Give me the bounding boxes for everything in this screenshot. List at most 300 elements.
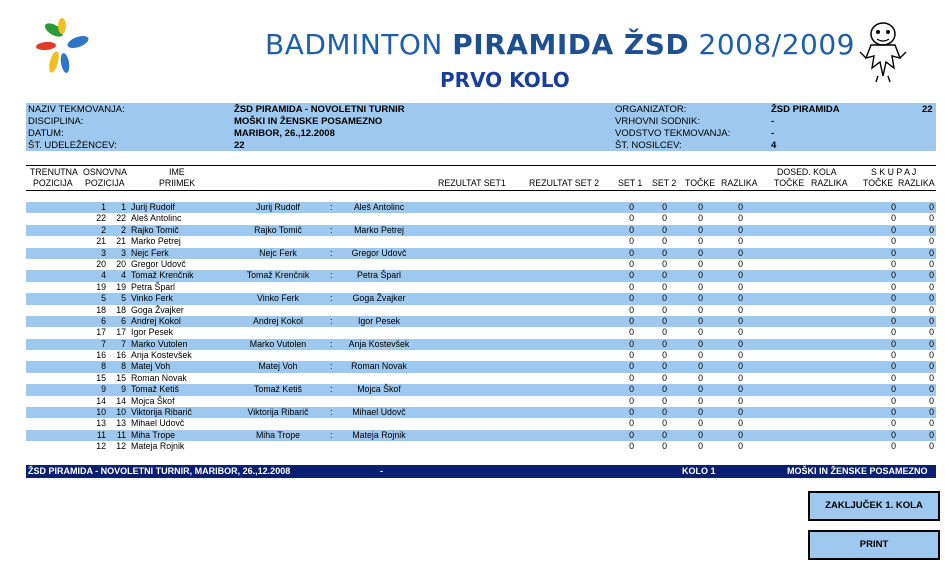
datum-label: DATUM:	[28, 128, 64, 139]
cell-p1: Tomaž Ketiš	[254, 384, 302, 395]
cell-sr: 0	[929, 270, 934, 281]
nosilci-label: ŠT. NOSILCEV:	[615, 140, 682, 151]
cell-s1: 0	[629, 236, 634, 247]
cell-s1: 0	[629, 338, 634, 349]
cell-st: 0	[891, 304, 896, 315]
cell-p1: Jurij Rudolf	[255, 202, 300, 212]
cell-st: 0	[891, 293, 896, 304]
table-row	[26, 236, 936, 247]
cell-st: 0	[891, 350, 896, 361]
cell-p1: Matej Voh	[258, 361, 298, 372]
title-part3: 2008/2009	[698, 28, 855, 61]
cell-r: 0	[738, 384, 743, 395]
cell-sr: 0	[929, 281, 934, 292]
col-stocke: TOČKE	[863, 178, 894, 188]
vodstvo-label: VODSTVO TEKMOVANJA:	[615, 128, 731, 139]
cell-p2: Igor Pesek	[357, 315, 401, 326]
cell-pos: 4	[101, 270, 106, 281]
cell-st: 0	[891, 236, 896, 247]
cell-osn: 13	[116, 418, 126, 429]
cell-s2: 0	[662, 304, 667, 315]
cell-name: Marko Vutolen	[131, 338, 188, 349]
cell-sep: :	[330, 247, 333, 258]
table-row	[26, 248, 936, 259]
cell-osn: 12	[116, 441, 126, 452]
cell-r: 0	[738, 213, 743, 224]
cell-sr: 0	[929, 338, 934, 349]
cell-sep: :	[330, 293, 333, 304]
table-row	[26, 418, 936, 429]
table-row	[26, 305, 936, 316]
cell-p1: Tomaž Krenčnik	[246, 270, 310, 281]
cell-r: 0	[738, 304, 743, 315]
cell-p1: Miha Trope	[255, 429, 300, 440]
table-row	[26, 293, 936, 304]
sodnik-label: VRHOVNI SODNIK:	[615, 116, 700, 127]
datum-value: MARIBOR, 26.,12.2008	[234, 128, 335, 139]
cell-sep: :	[330, 361, 333, 372]
cell-st: 0	[891, 315, 896, 326]
table-row	[26, 350, 936, 361]
cell-osn: 2	[121, 224, 126, 235]
cell-osn: 7	[121, 338, 126, 349]
cell-sr: 0	[929, 258, 934, 269]
cell-s1: 0	[629, 293, 634, 304]
cell-sr: 0	[929, 418, 934, 429]
cell-r: 0	[738, 407, 743, 418]
cell-sr: 0	[929, 213, 934, 224]
cell-t: 0	[698, 350, 703, 361]
organizator-num: 22	[922, 104, 933, 115]
cell-s1: 0	[629, 395, 634, 406]
cell-name: Vinko Ferk	[131, 293, 173, 304]
disciplina-label: DISCIPLINA:	[28, 116, 84, 127]
cell-p2: Aleš Antolinc	[353, 202, 405, 212]
cell-osn: 4	[121, 270, 126, 281]
cell-r: 0	[738, 270, 743, 281]
cell-name: Mihael Udovč	[131, 418, 185, 429]
cell-r: 0	[738, 338, 743, 349]
cell-osn: 18	[116, 304, 126, 315]
footer-dash: -	[380, 466, 383, 476]
cell-pos: 1	[101, 202, 106, 212]
cell-st: 0	[891, 247, 896, 258]
cell-r: 0	[738, 350, 743, 361]
cell-sep: :	[330, 407, 333, 418]
cell-name: Gregor Udovč	[131, 258, 186, 269]
cell-pos: 8	[101, 361, 106, 372]
cell-t: 0	[698, 247, 703, 258]
cell-t: 0	[698, 270, 703, 281]
cell-name: Nejc Ferk	[131, 247, 169, 258]
cell-s2: 0	[662, 293, 667, 304]
cell-t: 0	[698, 213, 703, 224]
cell-sr: 0	[929, 395, 934, 406]
cell-s2: 0	[662, 281, 667, 292]
table-row	[26, 327, 936, 338]
cell-t: 0	[698, 441, 703, 452]
cell-s1: 0	[629, 258, 634, 269]
cell-s1: 0	[629, 384, 634, 395]
cell-p2: Anja Kostevšek	[348, 338, 410, 349]
cell-r: 0	[738, 281, 743, 292]
table-row	[26, 259, 936, 270]
cell-name: Miha Trope	[131, 429, 176, 440]
cell-s1: 0	[629, 407, 634, 418]
table-row	[26, 270, 936, 281]
cell-osn: 15	[116, 372, 126, 383]
cell-osn: 10	[116, 407, 126, 418]
table-row	[26, 430, 936, 441]
cell-r: 0	[738, 361, 743, 372]
cell-r: 0	[738, 372, 743, 383]
cell-p1: Rajko Tomič	[254, 224, 302, 235]
cell-sr: 0	[929, 441, 934, 452]
cell-s1: 0	[629, 281, 634, 292]
cell-s1: 0	[629, 202, 634, 212]
col-s2: SET 2	[652, 178, 677, 188]
cell-st: 0	[891, 213, 896, 224]
cell-p2: Mihael Udovč	[352, 407, 406, 418]
cell-pos: 5	[101, 293, 106, 304]
cell-r: 0	[738, 429, 743, 440]
cell-st: 0	[891, 361, 896, 372]
cell-s2: 0	[662, 384, 667, 395]
cell-p1: Viktorija Ribarič	[247, 407, 309, 418]
title-part1: BADMINTON	[265, 28, 443, 61]
table-row	[26, 361, 936, 372]
cell-s1: 0	[629, 372, 634, 383]
footer-right: MOŠKI IN ŽENSKE POSAMEZNO	[787, 466, 928, 476]
cell-sr: 0	[929, 327, 934, 338]
cell-name: Aleš Antolinc	[131, 213, 182, 224]
table-row	[26, 202, 936, 213]
cell-s1: 0	[629, 304, 634, 315]
cell-s2: 0	[662, 202, 667, 212]
cell-sr: 0	[929, 236, 934, 247]
cell-p2: Marko Petrej	[354, 224, 404, 235]
cell-p2: Mateja Rojnik	[352, 429, 406, 440]
cell-st: 0	[891, 407, 896, 418]
cell-sr: 0	[929, 361, 934, 372]
cell-sep: :	[330, 315, 333, 326]
cell-pos: 21	[96, 236, 106, 247]
cell-pos: 17	[96, 327, 106, 338]
cell-r: 0	[738, 293, 743, 304]
page-title	[265, 28, 855, 61]
table-row	[26, 384, 936, 395]
cell-pos: 14	[96, 395, 106, 406]
cell-s2: 0	[662, 270, 667, 281]
col-s1: SET 1	[618, 178, 643, 188]
cell-p2: Mojca Škof	[357, 384, 401, 395]
cell-t: 0	[698, 418, 703, 429]
cell-name: Petra Šparl	[131, 281, 176, 292]
cell-r: 0	[738, 258, 743, 269]
table-row	[26, 373, 936, 384]
mascot-icon	[858, 18, 908, 84]
cell-sep: :	[330, 224, 333, 235]
cell-sr: 0	[929, 247, 934, 258]
cell-st: 0	[891, 372, 896, 383]
cell-t: 0	[698, 429, 703, 440]
cell-r: 0	[738, 315, 743, 326]
cell-pos: 7	[101, 338, 106, 349]
cell-st: 0	[891, 441, 896, 452]
cell-t: 0	[698, 293, 703, 304]
cell-s1: 0	[629, 327, 634, 338]
cell-sr: 0	[929, 407, 934, 418]
cell-r: 0	[738, 441, 743, 452]
cell-s2: 0	[662, 213, 667, 224]
cell-st: 0	[891, 281, 896, 292]
cell-t: 0	[698, 372, 703, 383]
cell-pos: 9	[101, 384, 106, 395]
footer-left: ŽSD PIRAMIDA - NOVOLETNI TURNIR, MARIBOR, 26.,12.2008	[28, 466, 291, 476]
cell-st: 0	[891, 338, 896, 349]
cell-p1: Vinko Ferk	[257, 293, 299, 304]
cell-s2: 0	[662, 441, 667, 452]
cell-name: Viktorija Ribarič	[131, 407, 192, 418]
cell-t: 0	[698, 281, 703, 292]
info-panel	[26, 103, 936, 151]
col-razlika: RAZLIKA	[721, 178, 758, 188]
col-srazlika: RAZLIKA	[898, 178, 935, 188]
cell-st: 0	[891, 258, 896, 269]
cell-t: 0	[698, 407, 703, 418]
cell-s1: 0	[629, 418, 634, 429]
cell-t: 0	[698, 315, 703, 326]
cell-name: Andrej Kokol	[131, 315, 181, 326]
naziv-value: ŽSD PIRAMIDA - NOVOLETNI TURNIR	[234, 104, 405, 115]
cell-osn: 16	[116, 350, 126, 361]
cell-t: 0	[698, 384, 703, 395]
udelezenci-label: ŠT. UDELEŽENCEV:	[28, 140, 117, 151]
table-header	[26, 165, 936, 191]
cell-sr: 0	[929, 304, 934, 315]
cell-st: 0	[891, 429, 896, 440]
cell-st: 0	[891, 270, 896, 281]
cell-r: 0	[738, 247, 743, 258]
cell-name: Rajko Tomič	[131, 224, 179, 235]
table-row	[26, 407, 936, 418]
cell-sr: 0	[929, 293, 934, 304]
cell-sep: :	[330, 338, 333, 349]
footer-bar	[26, 465, 936, 478]
table-row	[26, 316, 936, 327]
col-set2: REZULTAT SET 2	[529, 178, 600, 188]
cell-name: Mojca Škof	[131, 395, 175, 406]
cell-st: 0	[891, 418, 896, 429]
cell-p1: Andrej Kokol	[253, 315, 303, 326]
cell-s1: 0	[629, 315, 634, 326]
cell-sr: 0	[929, 202, 934, 212]
cell-sr: 0	[929, 224, 934, 235]
cell-sr: 0	[929, 429, 934, 440]
cell-s2: 0	[662, 258, 667, 269]
cell-pos: 22	[96, 213, 106, 224]
organizator-label: ORGANIZATOR:	[615, 104, 687, 115]
cell-osn: 1	[121, 202, 126, 212]
flower-logo-icon	[32, 18, 102, 76]
zakljucek-kola-button[interactable]: ZAKLJUČEK 1. KOLA	[808, 491, 940, 521]
cell-pos: 12	[96, 441, 106, 452]
cell-p2: Petra Šparl	[356, 270, 401, 281]
cell-pos: 3	[101, 247, 106, 258]
udelezenci-value: 22	[234, 140, 245, 151]
cell-pos: 6	[101, 315, 106, 326]
table-row	[26, 225, 936, 236]
cell-osn: 20	[116, 258, 126, 269]
cell-p2: Gregor Udovč	[351, 247, 407, 258]
disciplina-value: MOŠKI IN ŽENSKE POSAMEZNO	[234, 116, 383, 127]
results-table	[26, 202, 936, 453]
cell-pos: 16	[96, 350, 106, 361]
cell-sep: :	[330, 270, 333, 281]
cell-s2: 0	[662, 418, 667, 429]
cell-s1: 0	[629, 247, 634, 258]
cell-r: 0	[738, 395, 743, 406]
organizator-value: ŽSD PIRAMIDA	[771, 104, 840, 115]
cell-s1: 0	[629, 350, 634, 361]
cell-r: 0	[738, 327, 743, 338]
cell-osn: 3	[121, 247, 126, 258]
naziv-label: NAZIV TEKMOVANJA:	[28, 104, 125, 115]
cell-r: 0	[738, 202, 743, 212]
cell-sr: 0	[929, 315, 934, 326]
cell-sep: :	[330, 202, 333, 212]
cell-s2: 0	[662, 372, 667, 383]
cell-pos: 18	[96, 304, 106, 315]
cell-t: 0	[698, 202, 703, 212]
cell-name: Mateja Rojnik	[131, 441, 185, 452]
cell-name: Jurij Rudolf	[131, 202, 176, 212]
col-dtocke: TOČKE	[774, 178, 805, 188]
cell-s2: 0	[662, 327, 667, 338]
cell-name: Tomaž Ketiš	[131, 384, 179, 395]
cell-t: 0	[698, 304, 703, 315]
cell-s1: 0	[629, 361, 634, 372]
cell-sr: 0	[929, 384, 934, 395]
vodstvo-value: -	[771, 128, 775, 139]
cell-t: 0	[698, 361, 703, 372]
cell-p2: Goga Žvajker	[352, 293, 406, 304]
col-tocke: TOČKE	[685, 178, 716, 188]
cell-st: 0	[891, 395, 896, 406]
cell-t: 0	[698, 338, 703, 349]
col-set1: REZULTAT SET1	[438, 178, 506, 188]
cell-osn: 19	[116, 281, 126, 292]
cell-s1: 0	[629, 270, 634, 281]
cell-name: Igor Pesek	[131, 327, 174, 338]
sodnik-value: -	[771, 116, 775, 127]
cell-st: 0	[891, 224, 896, 235]
cell-t: 0	[698, 224, 703, 235]
cell-t: 0	[698, 327, 703, 338]
cell-r: 0	[738, 236, 743, 247]
cell-st: 0	[891, 202, 896, 212]
cell-name: Anja Kostevšek	[131, 350, 192, 361]
cell-osn: 22	[116, 213, 126, 224]
nosilci-value: 4	[771, 140, 777, 151]
cell-osn: 5	[121, 293, 126, 304]
cell-s2: 0	[662, 236, 667, 247]
cell-st: 0	[891, 384, 896, 395]
print-button[interactable]: PRINT	[808, 530, 940, 560]
cell-osn: 9	[121, 384, 126, 395]
cell-pos: 15	[96, 372, 106, 383]
cell-s2: 0	[662, 395, 667, 406]
cell-sr: 0	[929, 372, 934, 383]
col-pozicija1: POZICIJA	[33, 178, 73, 188]
cell-s1: 0	[629, 441, 634, 452]
cell-s2: 0	[662, 224, 667, 235]
cell-pos: 19	[96, 281, 106, 292]
cell-s2: 0	[662, 429, 667, 440]
cell-sep: :	[330, 384, 333, 395]
table-row	[26, 282, 936, 293]
footer-kolo: KOLO 1	[682, 466, 716, 476]
cell-s2: 0	[662, 315, 667, 326]
cell-s2: 0	[662, 407, 667, 418]
cell-st: 0	[891, 327, 896, 338]
table-row	[26, 441, 936, 452]
table-row	[26, 339, 936, 350]
cell-s1: 0	[629, 213, 634, 224]
cell-osn: 11	[116, 429, 126, 440]
cell-name: Roman Novak	[131, 372, 187, 383]
cell-osn: 8	[121, 361, 126, 372]
table-row	[26, 213, 936, 224]
cell-pos: 11	[96, 429, 106, 440]
cell-s2: 0	[662, 361, 667, 372]
page-subtitle: PRVO KOLO	[440, 68, 570, 92]
cell-t: 0	[698, 395, 703, 406]
cell-p2: Roman Novak	[351, 361, 407, 372]
cell-r: 0	[738, 224, 743, 235]
cell-s2: 0	[662, 350, 667, 361]
table-row	[26, 396, 936, 407]
cell-pos: 10	[96, 407, 106, 418]
cell-osn: 14	[116, 395, 126, 406]
cell-name: Tomaž Krenčnik	[131, 270, 194, 281]
cell-t: 0	[698, 258, 703, 269]
cell-osn: 6	[121, 315, 126, 326]
col-dosed: DOSED. KOLA	[777, 167, 837, 177]
cell-name: Marko Petrej	[131, 236, 181, 247]
col-ime: IME	[169, 167, 185, 177]
cell-name: Matej Voh	[131, 361, 171, 372]
col-pozicija2: POZICIJA	[85, 178, 125, 188]
cell-osn: 17	[116, 327, 126, 338]
cell-s2: 0	[662, 338, 667, 349]
cell-osn: 21	[116, 236, 126, 247]
col-trenutna: TRENUTNA	[30, 167, 78, 177]
cell-p1: Nejc Ferk	[259, 247, 297, 258]
cell-pos: 2	[101, 224, 106, 235]
cell-sep: :	[330, 429, 333, 440]
col-drazlika: RAZLIKA	[811, 178, 848, 188]
cell-r: 0	[738, 418, 743, 429]
cell-pos: 20	[96, 258, 106, 269]
cell-name: Goga Žvajker	[131, 304, 184, 315]
col-priimek: PRIIMEK	[159, 178, 196, 188]
cell-s1: 0	[629, 429, 634, 440]
title-part2: PIRAMIDA ŽSD	[452, 28, 690, 61]
cell-p1: Marko Vutolen	[249, 338, 307, 349]
cell-s1: 0	[629, 224, 634, 235]
col-skupaj: S K U P A J	[871, 167, 917, 177]
